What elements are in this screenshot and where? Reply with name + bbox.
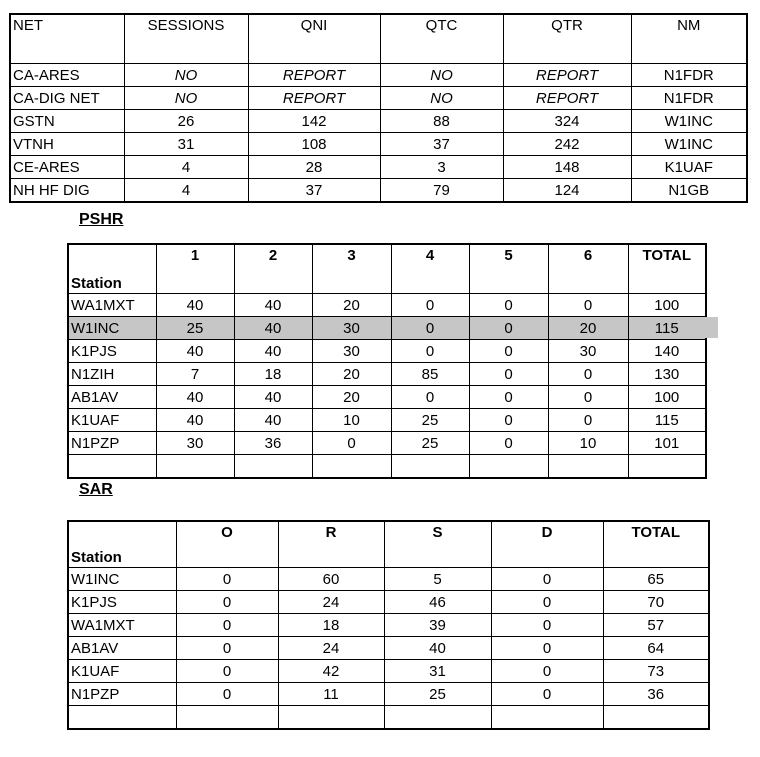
column-header-qtr: QTR — [503, 14, 631, 64]
table-cell: REPORT — [248, 87, 380, 110]
table-cell: 40 — [234, 317, 312, 340]
table-cell: 140 — [628, 340, 706, 363]
table-cell: K1PJS — [68, 591, 176, 614]
table-cell: 57 — [603, 614, 709, 637]
table-cell: 26 — [124, 110, 248, 133]
table-cell: 0 — [469, 409, 548, 432]
table-cell: NO — [124, 64, 248, 87]
table-cell: 40 — [234, 294, 312, 317]
table-cell: 18 — [278, 614, 384, 637]
table-cell: 20 — [312, 294, 391, 317]
table-cell — [491, 706, 603, 730]
header-row — [68, 521, 709, 568]
table-cell: 3 — [380, 156, 503, 179]
table-cell: 0 — [176, 614, 278, 637]
table-cell: GSTN — [10, 110, 124, 133]
table-cell: 30 — [156, 432, 234, 455]
table-cell: 100 — [628, 294, 706, 317]
net-report-table — [9, 13, 748, 203]
table-cell: 25 — [391, 409, 469, 432]
table-cell: 7 — [156, 363, 234, 386]
table-cell: 25 — [156, 317, 234, 340]
column-header-3: 3 — [312, 244, 391, 294]
table-cell: CA-DIG NET — [10, 87, 124, 110]
table-cell: K1UAF — [68, 409, 156, 432]
sar-table — [67, 520, 710, 730]
table-cell: 46 — [384, 591, 491, 614]
column-header-total: TOTAL — [603, 521, 709, 568]
table-cell: 0 — [548, 363, 628, 386]
table-cell: K1UAF — [68, 660, 176, 683]
table-cell: VTNH — [10, 133, 124, 156]
table-cell: 18 — [234, 363, 312, 386]
table-cell: 0 — [176, 683, 278, 706]
table-cell — [176, 706, 278, 730]
table-cell — [278, 706, 384, 730]
table-cell: N1FDR — [631, 64, 747, 87]
pshr-heading: PSHR — [79, 211, 124, 228]
table-cell: 40 — [234, 340, 312, 363]
table-cell: 10 — [548, 432, 628, 455]
table-cell: 0 — [491, 568, 603, 591]
column-header-5: 5 — [469, 244, 548, 294]
table-cell — [312, 455, 391, 479]
table-cell: 31 — [384, 660, 491, 683]
table-row — [68, 386, 706, 409]
table-row — [68, 637, 709, 660]
column-header-o: O — [176, 521, 278, 568]
column-header-sessions: SESSIONS — [124, 14, 248, 64]
table-cell: 130 — [628, 363, 706, 386]
table-cell: 0 — [548, 386, 628, 409]
table-row — [10, 110, 747, 133]
table-row — [68, 409, 706, 432]
table-row — [68, 432, 706, 455]
table-cell: 37 — [380, 133, 503, 156]
table-cell: 37 — [248, 179, 380, 203]
table-cell — [68, 455, 156, 479]
table-cell: 0 — [491, 683, 603, 706]
column-header-s: S — [384, 521, 491, 568]
table-cell: 40 — [234, 409, 312, 432]
table-cell: 39 — [384, 614, 491, 637]
table-row — [68, 568, 709, 591]
table-cell: AB1AV — [68, 637, 176, 660]
table-row — [68, 455, 706, 479]
table-row — [68, 317, 706, 340]
header-row — [10, 14, 747, 64]
table-cell — [391, 455, 469, 479]
column-header-4: 4 — [391, 244, 469, 294]
table-cell: AB1AV — [68, 386, 156, 409]
header-row — [68, 244, 706, 294]
table-cell: 30 — [548, 340, 628, 363]
table-cell — [234, 455, 312, 479]
column-header-station: Station — [68, 244, 156, 294]
table-cell: W1INC — [631, 110, 747, 133]
table-cell: REPORT — [503, 64, 631, 87]
table-cell: W1INC — [68, 568, 176, 591]
table-row — [68, 340, 706, 363]
table-cell: 0 — [469, 317, 548, 340]
table-cell: 0 — [469, 340, 548, 363]
table-cell: 31 — [124, 133, 248, 156]
table-cell: 0 — [391, 317, 469, 340]
table-cell: 124 — [503, 179, 631, 203]
table-cell: 0 — [469, 386, 548, 409]
table-cell — [628, 455, 706, 479]
table-cell: N1FDR — [631, 87, 747, 110]
table-cell — [603, 706, 709, 730]
table-cell: 0 — [469, 363, 548, 386]
table-cell: NO — [124, 87, 248, 110]
table-cell: 36 — [603, 683, 709, 706]
table-cell: 42 — [278, 660, 384, 683]
column-header-d: D — [491, 521, 603, 568]
table-row — [10, 156, 747, 179]
row-highlight-overhang — [705, 317, 718, 338]
table-cell: 0 — [548, 294, 628, 317]
column-header-qni: QNI — [248, 14, 380, 64]
table-cell: 40 — [156, 386, 234, 409]
table-cell: 40 — [234, 386, 312, 409]
table-cell — [548, 455, 628, 479]
table-cell: 5 — [384, 568, 491, 591]
table-cell: WA1MXT — [68, 294, 156, 317]
table-cell — [156, 455, 234, 479]
table-row — [68, 591, 709, 614]
table-cell: 60 — [278, 568, 384, 591]
table-cell: 65 — [603, 568, 709, 591]
table-cell: CE-ARES — [10, 156, 124, 179]
table-row — [10, 87, 747, 110]
column-header-total: TOTAL — [628, 244, 706, 294]
table-cell: 0 — [176, 591, 278, 614]
table-cell — [68, 706, 176, 730]
column-header-1: 1 — [156, 244, 234, 294]
table-cell: 0 — [176, 568, 278, 591]
column-header-6: 6 — [548, 244, 628, 294]
table-cell: 30 — [312, 340, 391, 363]
table-cell: N1ZIH — [68, 363, 156, 386]
table-cell: 142 — [248, 110, 380, 133]
table-row — [68, 294, 706, 317]
table-cell: 115 — [628, 317, 706, 340]
table-cell — [469, 455, 548, 479]
table-cell: 40 — [156, 294, 234, 317]
table-cell: 28 — [248, 156, 380, 179]
table-cell: 40 — [156, 409, 234, 432]
table-cell: 148 — [503, 156, 631, 179]
table-cell: 10 — [312, 409, 391, 432]
table-cell: 64 — [603, 637, 709, 660]
table-cell: 36 — [234, 432, 312, 455]
table-cell: 0 — [391, 386, 469, 409]
table-cell: 0 — [548, 409, 628, 432]
table-cell: 4 — [124, 156, 248, 179]
table-cell: 30 — [312, 317, 391, 340]
table-cell: 85 — [391, 363, 469, 386]
table-cell: 24 — [278, 591, 384, 614]
table-cell: 4 — [124, 179, 248, 203]
table-cell: 0 — [469, 432, 548, 455]
table-cell: 0 — [491, 614, 603, 637]
table-cell: 101 — [628, 432, 706, 455]
column-header-qtc: QTC — [380, 14, 503, 64]
table-cell: 0 — [312, 432, 391, 455]
column-header-2: 2 — [234, 244, 312, 294]
table-cell: 40 — [384, 637, 491, 660]
table-cell: W1INC — [631, 133, 747, 156]
column-header-net: NET — [10, 14, 124, 64]
table-cell: 70 — [603, 591, 709, 614]
table-row — [68, 683, 709, 706]
table-cell: K1PJS — [68, 340, 156, 363]
table-cell: 73 — [603, 660, 709, 683]
table-row — [10, 64, 747, 87]
table-cell: 40 — [156, 340, 234, 363]
table-row — [68, 660, 709, 683]
table-cell: 115 — [628, 409, 706, 432]
table-cell: REPORT — [248, 64, 380, 87]
table-row — [68, 614, 709, 637]
table-row — [68, 363, 706, 386]
table-cell: N1PZP — [68, 432, 156, 455]
table-cell: W1INC — [68, 317, 156, 340]
table-cell: 0 — [469, 294, 548, 317]
table-cell: 108 — [248, 133, 380, 156]
table-cell: N1GB — [631, 179, 747, 203]
table-cell: REPORT — [503, 87, 631, 110]
table-cell: 324 — [503, 110, 631, 133]
table-cell: 88 — [380, 110, 503, 133]
table-cell: N1PZP — [68, 683, 176, 706]
table-cell: NO — [380, 64, 503, 87]
table-cell: NO — [380, 87, 503, 110]
table-cell: 11 — [278, 683, 384, 706]
table-cell: 0 — [176, 637, 278, 660]
table-cell: 20 — [548, 317, 628, 340]
table-cell: 100 — [628, 386, 706, 409]
table-cell: 25 — [391, 432, 469, 455]
table-cell: K1UAF — [631, 156, 747, 179]
column-header-r: R — [278, 521, 384, 568]
sar-heading: SAR — [79, 481, 113, 498]
table-cell: NH HF DIG — [10, 179, 124, 203]
table-cell: 24 — [278, 637, 384, 660]
column-header-nm: NM — [631, 14, 747, 64]
table-cell: 25 — [384, 683, 491, 706]
table-cell: 0 — [391, 340, 469, 363]
table-row — [10, 133, 747, 156]
table-cell: 0 — [491, 591, 603, 614]
pshr-table — [67, 243, 707, 479]
table-cell: 242 — [503, 133, 631, 156]
table-cell: 0 — [391, 294, 469, 317]
table-cell: 0 — [176, 660, 278, 683]
table-cell: WA1MXT — [68, 614, 176, 637]
table-cell: 0 — [491, 660, 603, 683]
table-cell: 20 — [312, 363, 391, 386]
table-cell — [384, 706, 491, 730]
table-cell: 20 — [312, 386, 391, 409]
table-row — [68, 706, 709, 730]
column-header-station: Station — [68, 521, 176, 568]
table-cell: 0 — [491, 637, 603, 660]
table-row — [10, 179, 747, 203]
table-cell: CA-ARES — [10, 64, 124, 87]
table-cell: 79 — [380, 179, 503, 203]
